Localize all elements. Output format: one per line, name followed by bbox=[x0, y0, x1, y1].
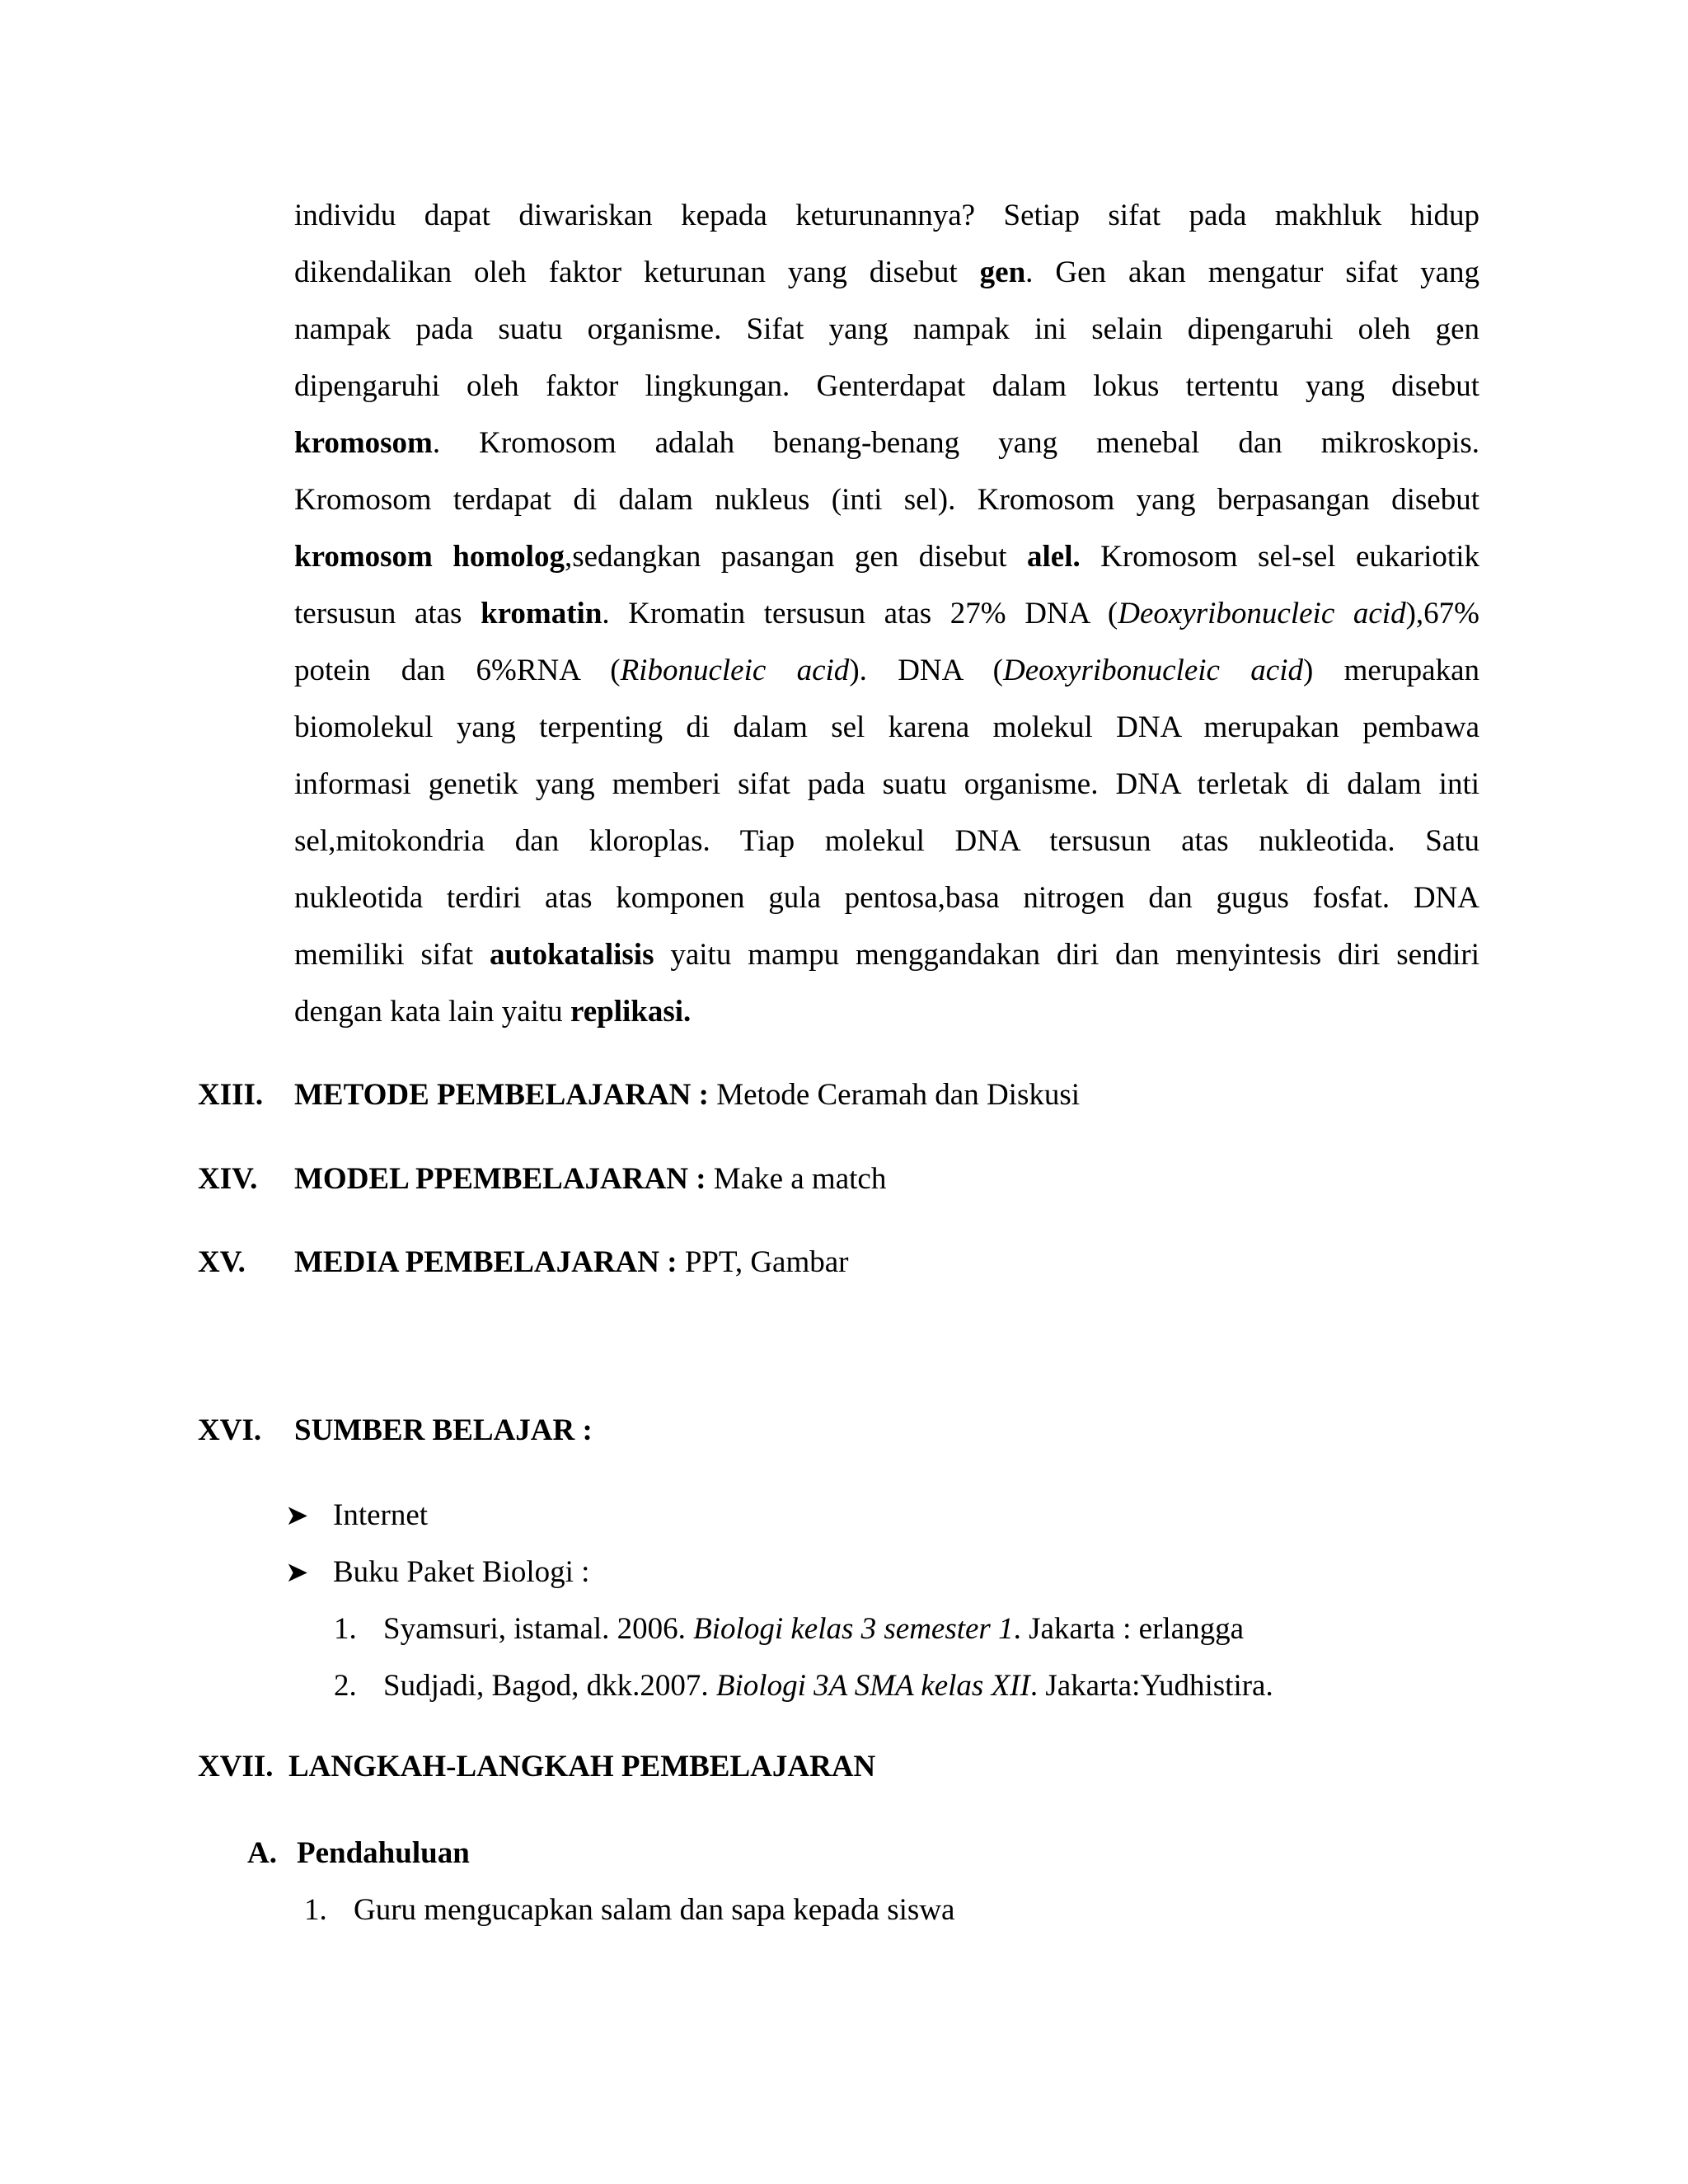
section-number: XIV. bbox=[198, 1162, 258, 1196]
paragraph-line: dikendalikan oleh faktor keturunan yang disebut gen. Gen akan mengatur sifat yang bbox=[294, 255, 1480, 289]
reference-author: Sudjadi, Bagod, dkk.2007. bbox=[383, 1669, 716, 1703]
section-label: METODE PEMBELAJARAN bbox=[294, 1078, 692, 1112]
reference-number: 2. bbox=[334, 1669, 357, 1703]
paragraph-line: memiliki sifat autokatalisis yaitu mampu menggandakan diri dan menyintesis diri sendiri bbox=[294, 938, 1479, 972]
paragraph-line: biomolekul yang terpenting di dalam sel karena molekul DNA merupakan pembawa bbox=[294, 710, 1479, 744]
section-label: MODEL PPEMBELAJARAN bbox=[294, 1162, 688, 1196]
term-kromosom: kromosom bbox=[294, 426, 433, 460]
bullet-text: Internet bbox=[333, 1498, 429, 1532]
paragraph-line: Kromosom terdapat di dalam nukleus (inti sel). Kromosom yang berpasangan disebut bbox=[294, 483, 1479, 517]
list-item bbox=[285, 1496, 428, 1535]
section-number: XV. bbox=[198, 1245, 246, 1279]
section-separator: : bbox=[659, 1245, 685, 1279]
section-number: XIII. bbox=[198, 1078, 264, 1112]
section-value: Metode Ceramah dan Diskusi bbox=[716, 1078, 1081, 1112]
paragraph-line: dipengaruhi oleh faktor lingkungan. Genterdapat dalam lokus tertentu yang disebut bbox=[294, 369, 1479, 403]
reference-item bbox=[334, 1666, 1273, 1706]
term-rna-latin: Ribonucleic acid bbox=[620, 654, 850, 687]
reference-publisher: . Jakarta:Yudhistira. bbox=[1029, 1669, 1273, 1703]
paragraph-line: dengan kata lain yaitu replikasi. bbox=[294, 995, 692, 1029]
paragraph-line: nukleotida terdiri atas komponen gula pentosa,basa nitrogen dan gugus fosfat. DNA bbox=[294, 881, 1479, 915]
paragraph-line: kromosom. Kromosom adalah benang-benang yang menebal dan mikroskopis. bbox=[294, 426, 1479, 460]
term-gen: gen bbox=[979, 255, 1026, 289]
section-number: XVII. bbox=[198, 1750, 274, 1783]
term-kromosom-homolog: kromosom homolog bbox=[294, 540, 565, 574]
section-value: Make a match bbox=[713, 1162, 887, 1196]
step-number: 1. bbox=[304, 1893, 327, 1927]
paragraph-line: potein dan 6%RNA (Ribonucleic acid). DNA (Deoxyribonucleic acid) merupakan bbox=[294, 654, 1479, 687]
section-label: MEDIA PEMBELAJARAN bbox=[294, 1245, 659, 1279]
step-text: Guru mengucapkan salam dan sapa kepada siswa bbox=[354, 1893, 955, 1927]
section-separator: : bbox=[687, 1162, 714, 1196]
section-label: LANGKAH-LANGKAH PEMBELAJARAN bbox=[288, 1750, 876, 1783]
reference-title: Biologi kelas 3 semester 1 bbox=[693, 1612, 1014, 1646]
section-label: SUMBER BELAJAR : bbox=[294, 1413, 593, 1447]
reference-title: Biologi 3A SMA kelas XII bbox=[715, 1669, 1030, 1703]
paragraph-line: nampak pada suatu organisme. Sifat yang nampak ini selain dipengaruhi oleh gen bbox=[294, 312, 1479, 346]
paragraph-line: informasi genetik yang memberi sifat pada suatu organisme. DNA terletak di dalam inti bbox=[294, 767, 1479, 801]
subsection-letter: A. bbox=[247, 1836, 277, 1870]
term-dna-latin: Deoxyribonucleic acid bbox=[1002, 654, 1303, 687]
arrow-bullet-icon: ➤ bbox=[285, 1499, 309, 1532]
step-item bbox=[304, 1891, 954, 1930]
reference-author: Syamsuri, istamal. 2006. bbox=[383, 1612, 694, 1646]
section-value: PPT, Gambar bbox=[684, 1245, 849, 1279]
reference-item bbox=[334, 1610, 1244, 1649]
list-item bbox=[285, 1553, 589, 1592]
paragraph-line: kromosom homolog,sedangkan pasangan gen disebut alel. Kromosom sel-sel eukariotik bbox=[294, 540, 1479, 574]
paragraph-line: sel,mitokondria dan kloroplas. Tiap molekul DNA tersusun atas nukleotida. Satu bbox=[294, 824, 1479, 858]
reference-publisher: . Jakarta : erlangga bbox=[1013, 1612, 1245, 1646]
subsection-heading bbox=[247, 1834, 470, 1873]
paragraph-line: tersusun atas kromatin. Kromatin tersusun atas 27% DNA (Deoxyribonucleic acid),67% bbox=[294, 597, 1479, 630]
section-number: XVI. bbox=[198, 1413, 262, 1447]
bullet-text: Buku Paket Biologi : bbox=[333, 1555, 590, 1589]
reference-number: 1. bbox=[334, 1612, 357, 1646]
term-dna-latin: Deoxyribonucleic acid bbox=[1118, 597, 1406, 630]
section-separator: : bbox=[691, 1078, 717, 1112]
paragraph-line: individu dapat diwariskan kepada keturunannya? Setiap sifat pada makhluk hidup bbox=[294, 199, 1479, 232]
subsection-label: Pendahuluan bbox=[297, 1836, 470, 1870]
term-kromatin: kromatin bbox=[481, 597, 603, 630]
arrow-bullet-icon: ➤ bbox=[285, 1556, 309, 1589]
term-replikasi: replikasi. bbox=[570, 995, 692, 1029]
term-alel: alel. bbox=[1027, 540, 1081, 574]
term-autokatalisis: autokatalisis bbox=[490, 938, 654, 972]
